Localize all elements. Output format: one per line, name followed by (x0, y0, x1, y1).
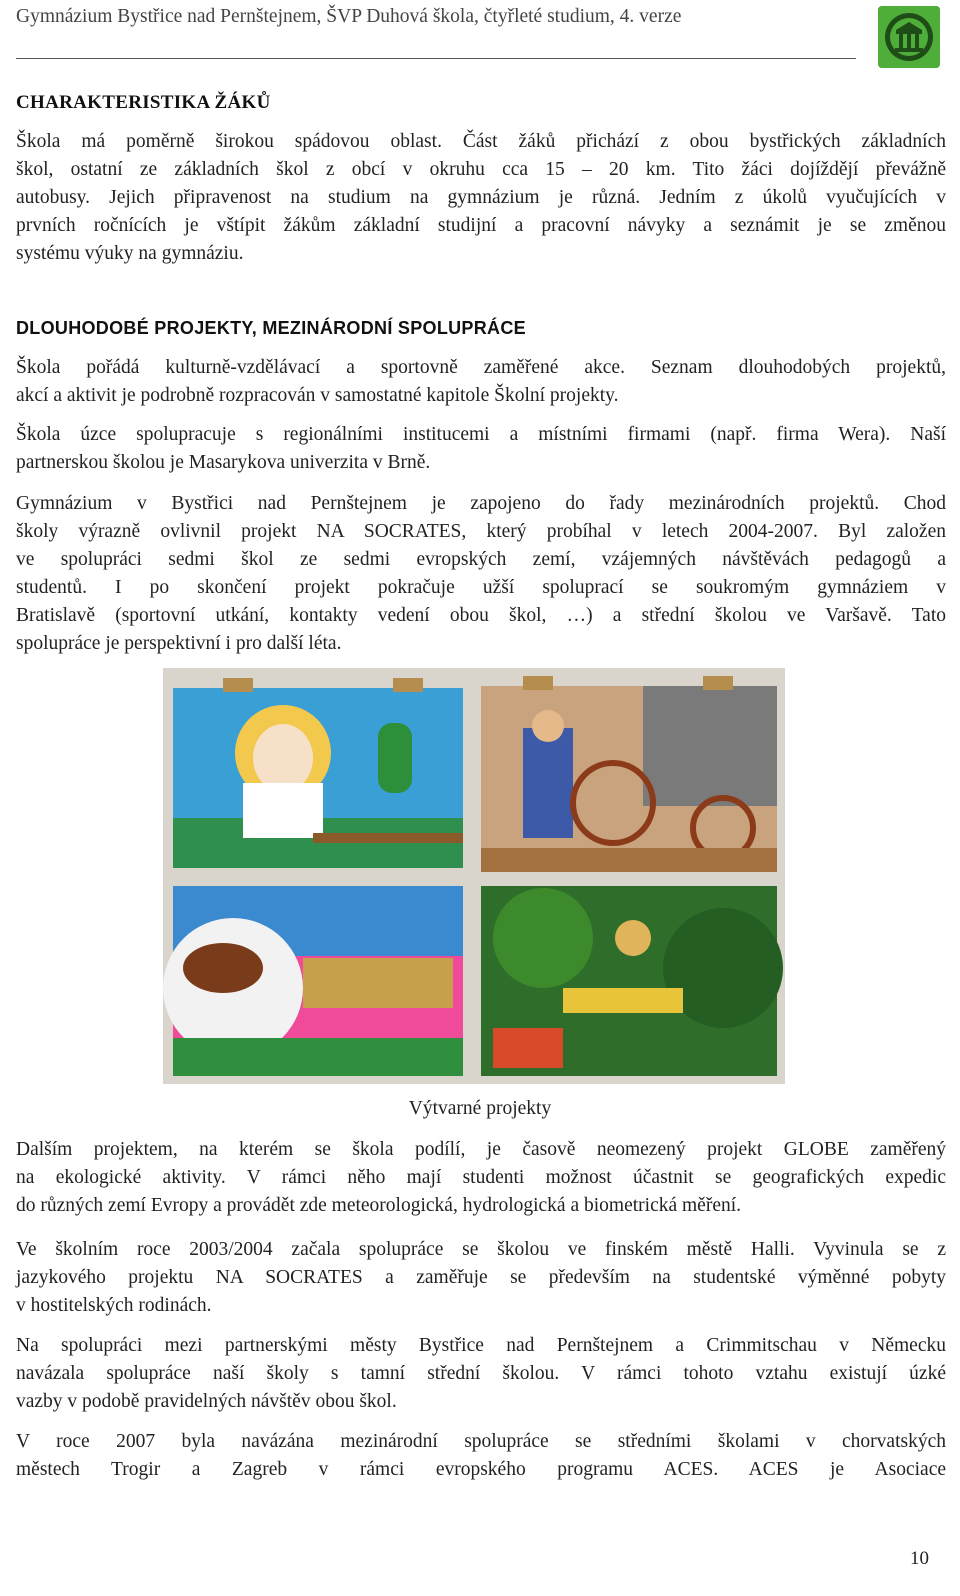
artwork-cowboy-wagon (481, 686, 777, 872)
text-line: Škola má poměrně širokou spádovou oblast. Část žáků přichází z obou bystřických základních (16, 131, 946, 152)
text-line: Ve školním roce 2003/2004 začala spolupráce se školou ve finském městě Halli. Vyvinula se z (16, 1239, 946, 1260)
figure-caption: Výtvarné projekty (408, 1098, 552, 1119)
paragraph-halli (16, 1236, 946, 1320)
paragraph-aces (16, 1428, 946, 1484)
text-line: studentů. I po skončení projekt pokračuje užší spoluprací se soukromým gymnáziem v (16, 577, 946, 598)
text-line: školy výrazně ovlivnil projekt NA SOCRATES, který probíhal v letech 2004-2007. Byl založen (16, 521, 946, 542)
text-line: v hostitelských rodinách. (16, 1295, 212, 1316)
text-line: na ekologické aktivity. V rámci něho mají studenti možnost účastnit se geografických expedic (16, 1167, 946, 1188)
text-line: do různých zemí Evropy a provádět zde meteorologická, hydrologická a biometrická měření. (16, 1195, 742, 1216)
artwork-girl-reading (173, 688, 463, 868)
text-line: partnerskou školou je Masarykova univerzita v Brně. (16, 452, 431, 473)
text-line: systému výuky na gymnáziu. (16, 243, 244, 264)
paragraph-characteristics (16, 128, 946, 268)
text-line: Bratislavě (sportovní utkání, kontakty vedení obou škol, …) a střední školou ve Varšavě. Tato (16, 605, 946, 626)
paragraph-crimmitschau (16, 1332, 946, 1416)
heading-characteristics: CHARAKTERISTIKA ŽÁKŮ (16, 92, 271, 113)
paragraph-globe (16, 1136, 946, 1220)
paragraph-international (16, 490, 946, 658)
paragraph-partners (16, 421, 946, 477)
text-line: škol, ostatní ze základních škol z obcí v okruhu cca 15 – 20 km. Tito žáci dojíždějí převážně (16, 159, 946, 180)
text-line: spolupráce je perspektivní i pro další léta. (16, 633, 342, 654)
text-line: akcí a aktivit je podrobně rozpracován v samostatné kapitole Školní projekty. (16, 385, 619, 406)
text-line: vazby v podobě pravidelných návštěv obou škol. (16, 1391, 397, 1412)
artwork-jungle (481, 886, 783, 1076)
header-title: Gymnázium Bystřice nad Pernštejnem, ŠVP Duhová škola, čtyřleté studium, 4. verze (16, 6, 682, 27)
art-projects-photo (163, 668, 785, 1084)
page-header (16, 0, 856, 59)
text-line: jazykového projektu NA SOCRATES a zaměřuje se především na studentské výměnné pobyty (16, 1267, 946, 1288)
text-line: městech Trogir a Zagreb v rámci evropského programu ACES. ACES je Asociace (16, 1459, 946, 1480)
text-line: Na spolupráci mezi partnerskými městy Bystřice nad Pernštejnem a Crimmitschau v Německu (16, 1335, 946, 1356)
artwork-dog-crowd (163, 886, 463, 1076)
paragraph-events (16, 354, 946, 410)
text-line: Škola pořádá kulturně-vzdělávací a sportovně zaměřené akce. Seznam dlouhodobých projektů, (16, 357, 946, 378)
school-logo-icon (878, 6, 940, 68)
text-line: Gymnázium v Bystřici nad Pernštejnem je zapojeno do řady mezinárodních projektů. Chod (16, 493, 946, 514)
text-line: Škola úzce spolupracuje s regionálními institucemi a místními firmami (např. firma Wera). Naší (16, 424, 946, 445)
text-line: Dalším projektem, na kterém se škola podílí, je časově neomezený projekt GLOBE zaměřený (16, 1139, 946, 1160)
heading-projects: DLOUHODOBÉ PROJEKTY, MEZINÁRODNÍ SPOLUPRÁCE (16, 318, 526, 338)
text-line: navázala spolupráce naší školy s tamní střední školou. V rámci tohoto vztahu existují úzké (16, 1363, 946, 1384)
text-line: autobusy. Jejich připravenost na studium na gymnázium je různá. Jedním z úkolů vyučujících v (16, 187, 946, 208)
text-line: V roce 2007 byla navázána mezinárodní spolupráce se středními školami v chorvatských (16, 1431, 946, 1452)
page-number: 10 (910, 1548, 929, 1569)
text-line: prvních ročnících je vštípit žákům základní studijní a pracovní návyky a seznámit je se změnou (16, 215, 946, 236)
text-line: ve spolupráci sedmi škol ze sedmi evropských zemí, vzájemných návštěvách pedagogů a (16, 549, 946, 570)
